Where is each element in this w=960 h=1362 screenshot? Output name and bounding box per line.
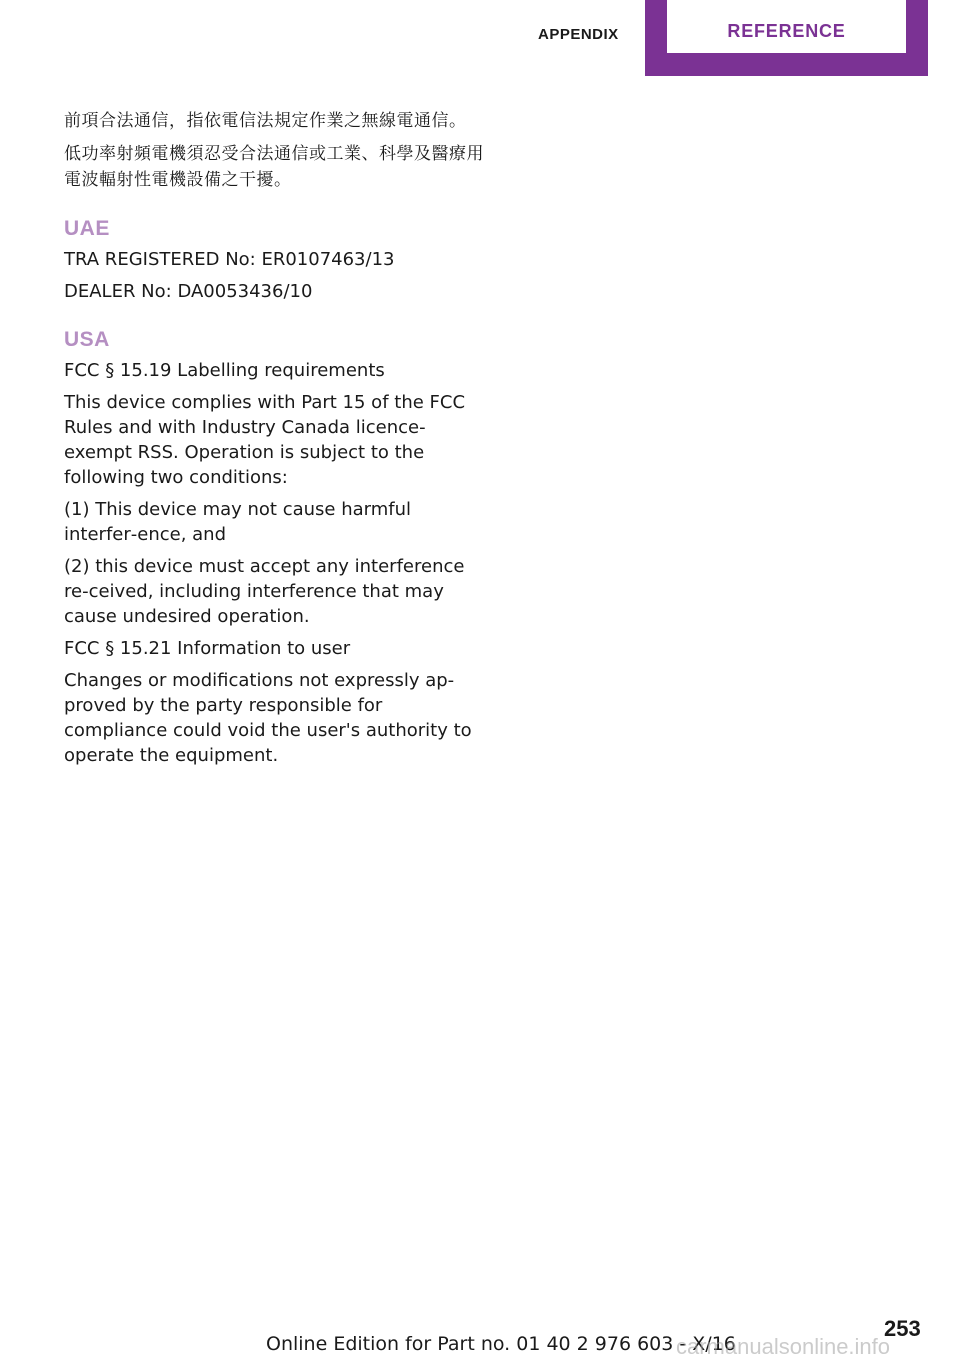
cjk-paragraph-1: 前項合法通信，指依電信法規定作業之無線電通信。 xyxy=(64,111,467,131)
reference-tab-inner xyxy=(667,0,906,53)
reference-tab xyxy=(645,0,928,76)
usa-heading: USA xyxy=(64,328,110,351)
main-content xyxy=(64,108,484,775)
reference-tab-label: REFERENCE xyxy=(727,21,846,41)
fcc-condition-1: (1) This device may not cause harmful interfer‐ence, and xyxy=(64,499,412,545)
edition-footer: Online Edition for Part no. 01 40 2 976 603 - X/16 xyxy=(266,1333,736,1355)
uae-dealer-number: DEALER No: DA0053436/10 xyxy=(64,281,313,302)
uae-tra-registration: TRA REGISTERED No: ER0107463/13 xyxy=(64,249,395,270)
fcc-15-21-title: FCC § 15.21 Information to user xyxy=(64,638,351,659)
fcc-compliance-statement: This device complies with Part 15 of the FCC Rules and with Industry Canada licence-exempt RSS. Operation is subject to the following two conditions: xyxy=(64,392,466,488)
watermark: carmanualsonline.info xyxy=(676,1334,891,1359)
cjk-paragraph-2: 低功率射頻電機須忍受合法通信或工業、科學及醫療用電波輻射性電機設備之干擾。 xyxy=(64,144,484,190)
fcc-15-19-title: FCC § 15.19 Labelling requirements xyxy=(64,360,385,381)
page-number: 253 xyxy=(884,1316,921,1341)
fcc-modification-warning: Changes or modifications not expressly ap‐proved by the party responsible for compliance could void the user's authority to operate the equipment. xyxy=(64,670,472,766)
uae-heading: UAE xyxy=(64,217,110,240)
fcc-condition-2: (2) this device must accept any interference re‐ceived, including interference that may cause undesired operation. xyxy=(64,556,465,627)
section-label: APPENDIX xyxy=(538,26,619,43)
